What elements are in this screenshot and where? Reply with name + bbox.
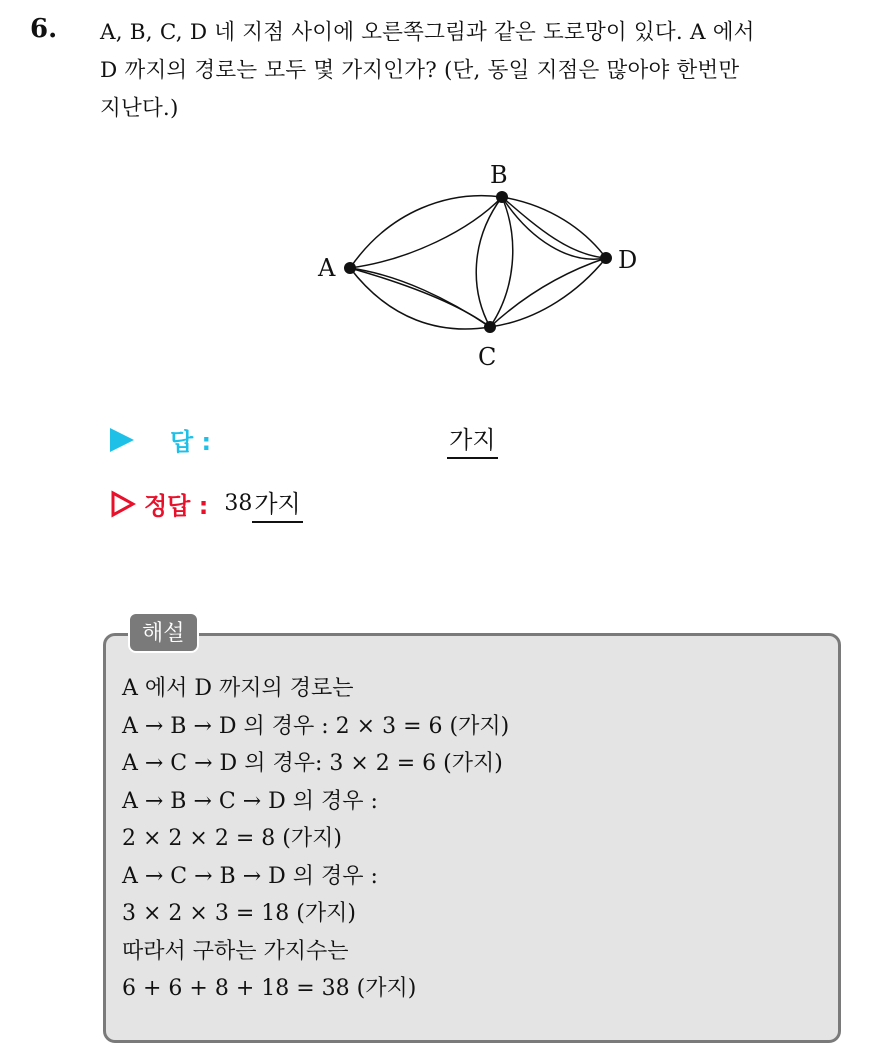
explanation-line-7: 3 × 2 × 3 = 18 (가지) <box>122 901 356 926</box>
explanation-line-4: A → B → C → D 의 경우 : <box>122 788 378 814</box>
explanation-line-5: 2 × 2 × 2 = 8 (가지) <box>122 826 342 851</box>
node-d <box>600 252 612 264</box>
explanation-line-2: A → B → D 의 경우 : 2 × 3 = 6 (가지) <box>122 713 510 739</box>
node-b <box>496 191 508 203</box>
label-d: D <box>618 246 638 274</box>
edge-a-c-1 <box>350 268 490 329</box>
edge-b-d-1 <box>502 197 606 258</box>
edge-b-d-3 <box>502 197 606 259</box>
question-number: 6. <box>30 14 58 44</box>
explanation-body <box>122 670 509 1008</box>
question-line-2: D 까지의 경로는 모두 몇 가지인가? (단, 동일 지점은 많아야 한번만 <box>100 58 740 83</box>
question-text <box>100 14 870 128</box>
answer-marker-icon <box>110 428 134 452</box>
label-a: A <box>318 254 336 282</box>
correct-label: 정답 : <box>144 492 209 520</box>
explanation-line-8: 따라서 구하는 가지수는 <box>122 938 349 964</box>
edge-a-c-2 <box>350 268 490 327</box>
road-network-diagram <box>300 150 680 390</box>
explanation-line-6: A → C → B → D 의 경우 : <box>122 863 378 889</box>
correct-unit: 가지 <box>252 484 302 523</box>
label-b: B <box>490 161 508 189</box>
explanation-tag: 해설 <box>128 612 199 653</box>
edge-b-c-2 <box>490 197 513 327</box>
explanation-line-3: A → C → D 의 경우: 3 × 2 = 6 (가지) <box>122 751 503 776</box>
correct-marker-icon <box>110 490 136 518</box>
answer-row <box>110 420 498 459</box>
question-line-3: 지난다.) <box>100 96 179 121</box>
edge-a-b-2 <box>350 197 502 268</box>
edge-c-d-1 <box>490 258 606 327</box>
node-c <box>484 321 496 333</box>
answer-blank[interactable]: 가지 <box>447 420 497 459</box>
explanation-line-1: A 에서 D 까지의 경로는 <box>122 676 354 701</box>
edge-b-d-2 <box>502 197 606 258</box>
answer-label: 답 : <box>170 428 212 456</box>
label-c: C <box>478 343 497 371</box>
edge-a-c-3 <box>350 268 490 327</box>
edge-a-b-1 <box>350 196 502 268</box>
node-a <box>344 262 356 274</box>
correct-value: 38 <box>224 491 253 516</box>
question-line-1: A, B, C, D 네 지점 사이에 오른쪽그림과 같은 도로망이 있다. A 에서 <box>100 20 755 45</box>
explanation-line-9: 6 + 6 + 8 + 18 = 38 (가지) <box>122 976 417 1001</box>
edge-c-d-2 <box>490 258 606 327</box>
correct-answer-row <box>110 484 303 523</box>
